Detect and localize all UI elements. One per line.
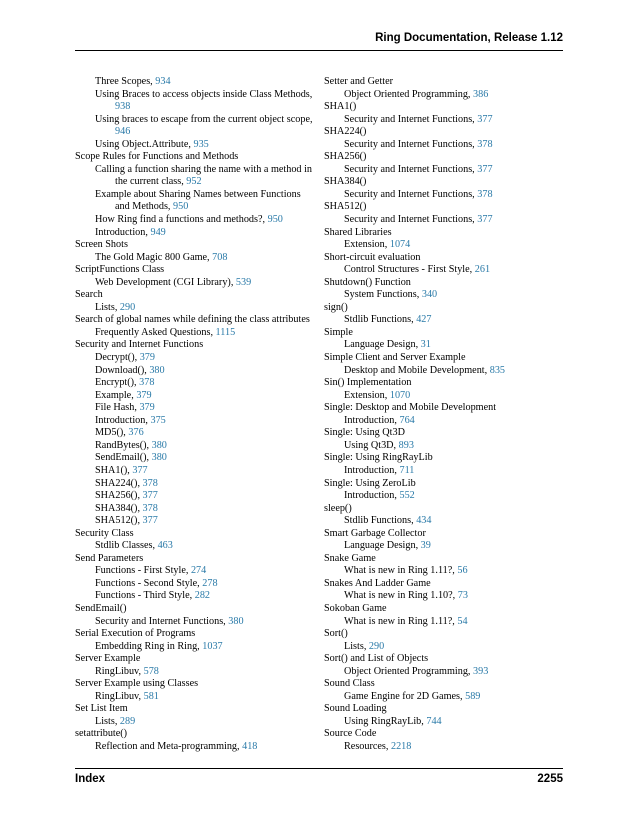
index-subentry [324,189,564,202]
index-term-text: Screen Shots [75,239,128,251]
index-subentry-text: MD5(), [95,427,129,439]
index-subentry [75,427,315,440]
index-subentry [324,515,564,528]
page-link[interactable]: 290 [119,301,136,313]
index-subentry [324,339,564,352]
page-link[interactable]: 290 [368,640,385,652]
index-subentry [75,452,315,465]
page-link[interactable]: 378 [142,502,158,514]
index-subentry [324,390,564,403]
page-link[interactable]: 377 [142,490,158,502]
index-subentry [324,314,564,327]
index-term [324,352,564,365]
page-link[interactable]: 711 [399,464,415,476]
index-subentry [324,114,564,127]
index-term [324,528,564,541]
index-subentry-text: SHA1(), [95,464,133,476]
index-subentry [324,440,564,453]
index-term [324,427,564,440]
index-subentry [75,716,315,729]
index-subentry-text: Calling a function sharing the name with a method in the current class, [95,163,313,188]
index-subentry-text: Web Development (CGI Library), [95,276,236,288]
page-link[interactable]: 379 [139,402,155,414]
index-subentry [324,365,564,378]
index-term [324,628,564,641]
index-subentry-text: Lists, [95,715,120,727]
index-term-text: Search [75,289,103,301]
index-subentry [75,252,315,265]
index-subentry-text: Extension, [344,389,390,401]
running-header: Ring Documentation, Release 1.12 [375,32,563,44]
page-link[interactable]: 427 [416,314,432,326]
index-term [75,264,315,277]
page-link[interactable]: 31 [420,339,431,351]
index-term [324,678,564,691]
page-link[interactable]: 261 [474,264,491,276]
index-subentry [324,616,564,629]
index-subentry-text: Using Qt3D, [344,439,399,451]
index-subentry [324,691,564,704]
index-subentry [75,565,315,578]
page-link[interactable]: 949 [150,226,166,238]
index-term-text: Snakes And Ladder Game [324,577,431,589]
page-link[interactable]: 56 [457,565,468,577]
index-term-text: Shutdown() Function [324,276,411,288]
index-subentry [75,164,315,189]
index-subentry-text: SendEmail(), [95,452,152,464]
index-subentry-text: Introduction, [344,464,400,476]
index-term-text: Single: Using Qt3D [324,427,405,439]
index-subentry-text: Security and Internet Functions, [344,188,478,200]
index-subentry-text: Reflection and Meta-programming, [95,740,243,752]
index-subentry-text: Using Object.Attribute, [95,138,194,150]
index-subentry [324,641,564,654]
page-link[interactable]: 380 [151,452,167,464]
index-subentry-text: What is new in Ring 1.10?, [344,590,458,602]
index-subentry-text: How Ring find a functions and methods?, [95,214,268,226]
index-term-text: Source Code [324,728,377,740]
index-term-text: Scope Rules for Functions and Methods [75,151,239,163]
index-term-text: Sort() [324,628,348,640]
index-subentry [75,365,315,378]
index-subentry [75,89,315,114]
index-subentry [75,578,315,591]
index-term-text: Shared Libraries [324,226,392,238]
page-link[interactable]: 581 [143,690,159,702]
page-link[interactable]: 378 [477,188,493,200]
index-subentry [75,666,315,679]
index-subentry-text: Functions - Second Style, [95,577,203,589]
index-subentry-text: Example, [95,389,137,401]
index-subentry [324,264,564,277]
index-subentry-text: Using RingRayLib, [344,715,427,727]
page-link[interactable]: 1074 [389,239,411,251]
page-link[interactable]: 340 [421,289,438,301]
index-subentry-text: SHA512(), [95,515,143,527]
index-term [324,603,564,616]
index-term-text: setattribute() [75,728,128,740]
index-subentry-text: Frequently Asked Questions, [95,326,216,338]
page-link[interactable]: 434 [416,515,432,527]
index-term [75,603,315,616]
footer-page-number: 2255 [537,773,563,785]
index-subentry [75,139,315,152]
page-link[interactable]: 379 [136,389,152,401]
index-term-text: Sin() Implementation [324,377,412,389]
index-subentry-text: Extension, [344,239,390,251]
index-subentry [75,465,315,478]
index-term [75,653,315,666]
index-subentry-text: Game Engine for 2D Games, [344,690,466,702]
page-link[interactable]: 386 [473,88,489,100]
index-subentry [75,440,315,453]
page-link[interactable]: 952 [186,176,202,188]
index-subentry [324,289,564,302]
index-term-text: sign() [324,301,348,313]
index-term [324,227,564,240]
page-link[interactable]: 380 [151,439,167,451]
index-subentry-text: Language Design, [344,339,421,351]
page-link[interactable]: 934 [155,76,171,87]
index-subentry [75,114,315,139]
index-term [75,678,315,691]
page-link[interactable]: 935 [193,138,209,150]
index-term [324,553,564,566]
index-term-text: Simple [324,326,353,338]
index-subentry-text: SHA256(), [95,490,143,502]
index-subentry [75,327,315,340]
page-link[interactable]: 893 [398,439,414,451]
index-subentry [75,641,315,654]
index-subentry-text: RingLibuv, [95,690,144,702]
page-link[interactable]: 274 [190,565,207,577]
page-link[interactable]: 377 [142,515,158,527]
index-term [324,478,564,491]
index-term [75,553,315,566]
index-term [324,578,564,591]
index-term-text: Serial Execution of Programs [75,628,196,640]
index-subentry-text: Stdlib Functions, [344,314,417,326]
index-subentry-text: Decrypt(), [95,352,140,364]
footer-divider [75,768,563,769]
page-link[interactable]: 764 [399,414,415,426]
index-subentry [75,590,315,603]
index-term-text: Smart Garbage Collector [324,527,426,539]
index-subentry [75,377,315,390]
index-term-text: Send Parameters [75,552,144,564]
index-subentry-text: Security and Internet Functions, [344,163,478,175]
index-subentry [324,164,564,177]
index-subentry [324,465,564,478]
index-term-text: ScriptFunctions Class [75,264,165,276]
index-subentry [75,277,315,290]
index-subentry [324,540,564,553]
index-term [75,528,315,541]
index-subentry-text: Stdlib Functions, [344,515,417,527]
page-link[interactable]: 380 [149,364,165,376]
index-term-text: SHA256() [324,151,367,163]
index-term-text: Search of global names while defining the class attributes [75,314,310,326]
index-subentry-text: Example about Sharing Names between Functions and Methods, [95,188,301,213]
index-term-text: Single: Using RingRayLib [324,452,433,464]
index-term [324,176,564,189]
page-link[interactable]: 73 [457,590,468,602]
index-term [324,201,564,214]
index-subentry-text: Download(), [95,364,150,376]
index-subentry-text: Security and Internet Functions, [95,615,229,627]
page-link[interactable]: 835 [489,364,505,376]
index-term [324,703,564,716]
index-subentry-text: Security and Internet Functions, [344,214,478,226]
index-subentry-text: Security and Internet Functions, [344,138,478,150]
page-link[interactable]: 1037 [202,640,223,652]
index-term [324,377,564,390]
index-term [75,151,315,164]
index-subentry-text: Three Scopes, [95,76,156,87]
index-subentry-text: System Functions, [344,289,422,301]
index-subentry [324,590,564,603]
page-link[interactable]: 378 [142,477,158,489]
page-link[interactable]: 378 [477,138,493,150]
page-link[interactable]: 1070 [389,389,411,401]
index-subentry-text: What is new in Ring 1.11?, [344,565,458,577]
page-link[interactable]: 380 [228,615,244,627]
index-term [324,277,564,290]
index-subentry [75,352,315,365]
index-subentry [324,716,564,729]
index-subentry-text: Lists, [344,640,369,652]
index-term-text: Sound Loading [324,703,387,715]
index-subentry [75,76,315,89]
index-subentry-text: Security and Internet Functions, [344,113,478,125]
index-term [324,327,564,340]
index-subentry-text: RandBytes(), [95,439,152,451]
index-term [75,239,315,252]
index-subentry-text: Functions - Third Style, [95,590,195,602]
index-term [75,339,315,352]
index-column-right [324,76,564,754]
index-subentry-text: Introduction, [95,414,151,426]
index-subentry-text: Object Oriented Programming, [344,88,474,100]
header-divider [75,50,563,51]
index-term [324,76,564,89]
page-link[interactable]: 744 [426,715,442,727]
index-subentry [324,565,564,578]
index-term [324,101,564,114]
index-subentry [75,490,315,503]
index-subentry-text: Embedding Ring in Ring, [95,640,203,652]
index-subentry-text: RingLibuv, [95,665,144,677]
index-subentry-text: Control Structures - First Style, [344,264,475,276]
page-link[interactable]: 946 [115,126,131,138]
index-term [75,728,315,741]
index-subentry-text: Lists, [95,301,120,313]
index-term [324,151,564,164]
index-term [324,252,564,265]
index-term-text: SHA512() [324,201,367,213]
index-term-text: Setter and Getter [324,76,394,87]
index-subentry [324,89,564,102]
index-term-text: sleep() [324,502,352,514]
index-term [324,126,564,139]
index-subentry [324,239,564,252]
index-subentry [324,490,564,503]
page-link[interactable]: 376 [128,427,144,439]
index-term [75,314,315,327]
index-subentry [75,390,315,403]
page-link[interactable]: 377 [132,464,148,476]
index-subentry-text: Using Braces to access objects inside Class Methods, [95,88,313,100]
page-link[interactable]: 377 [477,163,493,175]
index-subentry-text: Desktop and Mobile Development, [344,364,490,376]
index-term-text: SendEmail() [75,602,127,614]
index-subentry [324,139,564,152]
index-column-left [75,76,315,754]
index-subentry-text: Introduction, [344,414,400,426]
page-link[interactable]: 578 [143,665,159,677]
index-term [324,302,564,315]
index-term [324,728,564,741]
page-link[interactable]: 377 [477,113,493,125]
page-link[interactable]: 375 [150,414,166,426]
page-link[interactable]: 1115 [215,326,236,338]
index-subentry [324,415,564,428]
index-term-text: Snake Game [324,552,376,564]
page-link[interactable]: 418 [242,740,258,752]
page-link[interactable]: 377 [477,214,493,226]
index-subentry [75,402,315,415]
index-subentry-text: Using braces to escape from the current object scope, [95,113,313,125]
index-term-text: Sokoban Game [324,602,387,614]
index-subentry-text: File Hash, [95,402,140,414]
page-link[interactable]: 393 [473,665,489,677]
index-subentry [324,741,564,754]
index-term-text: Set List Item [75,703,128,715]
page-link[interactable]: 708 [212,251,228,263]
page-link[interactable]: 950 [267,214,283,226]
index-term [324,503,564,516]
index-subentry-text: What is new in Ring 1.11?, [344,615,458,627]
page-link[interactable]: 463 [157,540,173,552]
index-subentry-text: SHA224(), [95,477,143,489]
page-link[interactable]: 938 [115,101,131,113]
index-subentry [75,540,315,553]
index-term-text: SHA224() [324,126,367,138]
index-subentry-text: Language Design, [344,540,421,552]
index-term-text: Server Example using Classes [75,678,199,690]
index-term-text: Security Class [75,527,134,539]
index-subentry [75,415,315,428]
index-subentry [75,616,315,629]
index-term-text: Short-circuit evaluation [324,251,421,263]
index-subentry [75,189,315,214]
footer-section-label: Index [75,773,106,785]
index-subentry-text: Introduction, [344,490,400,502]
page-link[interactable]: 379 [139,352,155,364]
page-link[interactable]: 552 [399,490,415,502]
index-term-text: Single: Using ZeroLib [324,477,416,489]
index-term-text: Single: Desktop and Mobile Development [324,402,497,414]
page-link[interactable]: 539 [235,276,252,288]
index-subentry-text: Encrypt(), [95,377,140,389]
index-term [324,402,564,415]
index-term-text: Simple Client and Server Example [324,352,466,364]
index-subentry-text: Functions - First Style, [95,565,191,577]
index-term-text: SHA1() [324,101,357,113]
index-term-text: Sort() and List of Objects [324,653,429,665]
index-subentry-text: Stdlib Classes, [95,540,158,552]
page-link[interactable]: 54 [457,615,468,627]
index-subentry [75,741,315,754]
index-subentry-text: The Gold Magic 800 Game, [95,251,213,263]
index-term-text: Server Example [75,653,141,665]
index-term-text: Security and Internet Functions [75,339,204,351]
index-subentry [75,302,315,315]
index-term [75,628,315,641]
index-term [75,289,315,302]
page-link[interactable]: 278 [202,577,218,589]
index-subentry-text: Object Oriented Programming, [344,665,474,677]
index-subentry [75,503,315,516]
index-subentry-text: Introduction, [95,226,151,238]
index-subentry-text: Resources, [344,740,391,752]
index-term [324,653,564,666]
page-link[interactable]: 378 [139,377,155,389]
index-subentry [75,478,315,491]
page-link[interactable]: 589 [465,690,481,702]
index-subentry [324,214,564,227]
page-link[interactable]: 39 [420,540,431,552]
index-subentry [324,666,564,679]
index-term [75,703,315,716]
index-term [324,452,564,465]
index-term-text: Sound Class [324,678,375,690]
page-link[interactable]: 289 [119,715,136,727]
index-subentry [75,515,315,528]
page-link[interactable]: 950 [173,201,189,213]
page-link[interactable]: 2218 [390,740,412,752]
index-subentry [75,227,315,240]
page-link[interactable]: 282 [194,590,210,602]
index-subentry [75,214,315,227]
index-subentry [75,691,315,704]
index-subentry-text: SHA384(), [95,502,143,514]
index-term-text: SHA384() [324,176,367,188]
